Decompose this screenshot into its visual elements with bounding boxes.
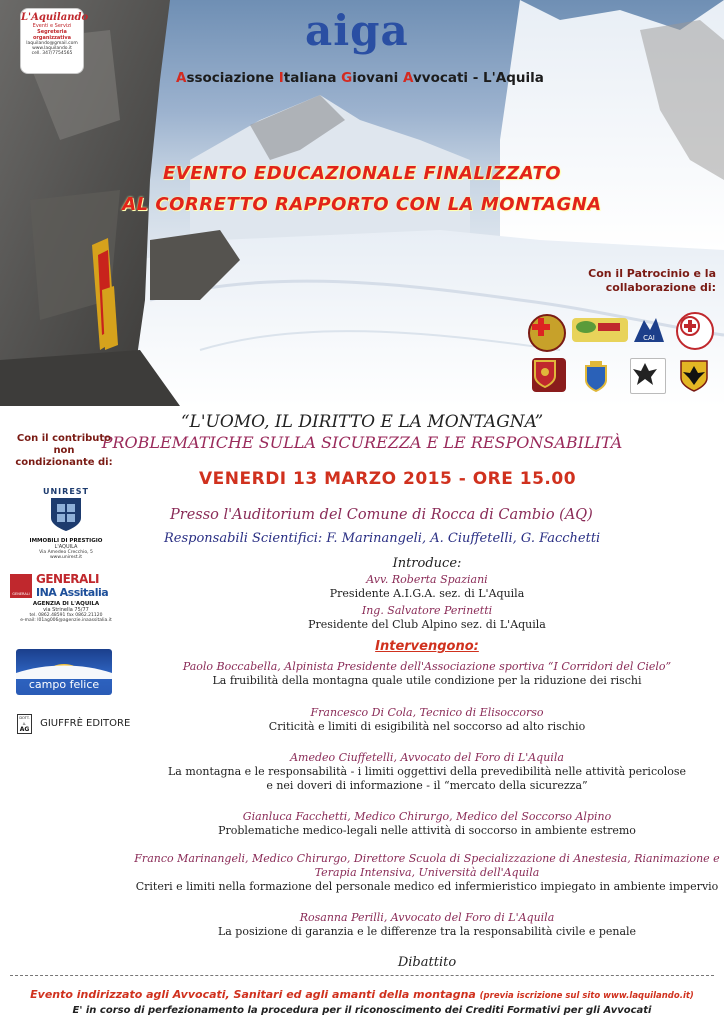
laquilando-logo: [20, 8, 89, 74]
initial: G: [341, 70, 353, 86]
event-title-line1: EVENTO EDUCAZIONALE FINALIZZATO: [162, 163, 562, 184]
speaker-item: [130, 911, 724, 939]
svg-text:CAI: CAI: [643, 334, 655, 342]
scientific-managers: Responsabili Scientifici: F. Marinangeli, A. Ciuffetelli, G. Facchetti: [164, 531, 601, 546]
generali-lion-icon: [10, 574, 32, 598]
generali-name: GENERALI: [36, 572, 99, 586]
police-crest-icon: [532, 358, 566, 392]
introducer-1: [130, 573, 724, 601]
event-subtitle-2: PROBLEMATICHE SULLA SICUREZZA E LE RESPONSABILITÀ: [101, 433, 623, 452]
divider: [10, 975, 714, 976]
footer-audience-text: Evento indirizzato agli Avvocati, Sanitari ed agli amanti della montagna: [30, 988, 476, 1001]
introducer-name: Avv. Roberta Spaziani: [366, 573, 488, 586]
speaker-item: [130, 852, 724, 894]
speaker-talk: e nei doveri di informazione - il “mercato della sicurezza”: [266, 779, 588, 792]
footer-audience: [0, 988, 724, 1001]
generali-tel: tel. 0862.48591 fax 0862.21120: [29, 613, 103, 618]
speaker-item: [130, 810, 724, 838]
unirest-sub: L'AQUILA: [54, 544, 78, 550]
introduce-heading: Introduce:: [392, 556, 462, 571]
assoc-part: ssociazione: [186, 70, 279, 86]
introducer-2: [130, 604, 724, 632]
event-subtitle: “L'UOMO, IL DIRITTO E LA MONTAGNA”: [180, 412, 544, 432]
unirest-name: UNIREST: [42, 487, 89, 496]
soccorso-emblem-icon: [676, 312, 714, 350]
dibattito-label: Dibattito: [397, 955, 457, 970]
giuffre-badge-bottom: AG: [19, 725, 30, 733]
speakers-heading: Intervengono:: [375, 639, 479, 654]
initial: I: [278, 70, 284, 86]
unirest-shield-icon: [49, 496, 83, 532]
event-venue: Presso l'Auditorium del Comune di Rocca di Cambio (AQ): [170, 507, 593, 523]
speaker-item: [130, 751, 724, 793]
speaker-name: Francesco Di Cola, Tecnico di Elisoccorso: [310, 706, 544, 719]
contributors-label: [8, 433, 120, 469]
eagle-crest-icon: [630, 358, 666, 394]
footer-credits: E' in corso di perfezionamento la procedura per il riconoscimento dei Crediti Formativi per gli Avvocati: [72, 1005, 652, 1016]
initial: A: [403, 70, 413, 86]
assoc-part: vvocati - L'Aquila: [412, 70, 544, 86]
introducer-role: Presidente del Club Alpino sez. di L'Aquila: [308, 618, 546, 631]
event-date: VENERDI 13 MARZO 2015 - ORE 15.00: [199, 469, 577, 489]
logo-line: cell. 347/7754565: [31, 51, 73, 56]
footer-registration-note: (previa iscrizione sul sito www.laquilando.it): [479, 991, 694, 1001]
speaker-name: Franco Marinangeli, Medico Chirurgo, Direttore Scuola di Specializzazione di Anestesia, Rianimazione e: [134, 852, 720, 865]
introducer-role: Presidente A.I.G.A. sez. di L'Aquila: [329, 587, 525, 600]
patrocinio-logos: [528, 312, 718, 398]
event-title-line2: AL CORRETTO RAPPORTO CON LA MONTAGNA: [122, 194, 602, 215]
comune-crest-icon: [582, 360, 616, 394]
patrocinio-label: [566, 267, 716, 295]
initial: A: [176, 70, 187, 86]
aquila-crest-icon: [678, 358, 712, 392]
introducer-name: Ing. Salvatore Perinetti: [361, 604, 493, 617]
patrocinio-line: Con il Patrocinio e la: [588, 267, 716, 280]
generali-agency: AGENZIA DI L'AQUILA: [32, 601, 100, 607]
logo-brand: L'Aquilando: [21, 12, 89, 23]
cai-logo-icon: [632, 312, 666, 348]
speaker-name: Gianluca Facchetti, Medico Chirurgo, Medico del Soccorso Alpino: [242, 810, 612, 823]
unirest-sub: IMMOBILI DI PRESTIGIO: [29, 538, 103, 544]
speaker-name: Terapia Intensiva, Università dell'Aquila: [314, 866, 540, 879]
giuffre-badge-icon: [17, 714, 32, 734]
assoc-part: taliana: [283, 70, 342, 86]
speaker-name: Amedeo Ciuffetelli, Avvocato del Foro di L'Aquila: [290, 751, 564, 764]
logo-line: laquilando@gmail.com: [26, 41, 78, 46]
red-cross-emblem-icon: [528, 314, 566, 352]
hero-photo: [0, 0, 724, 406]
speaker-talk: La fruibilità della montagna quale utile condizione per la riduzione dei rischi: [212, 674, 642, 687]
campo-felice-name: campo felice: [28, 678, 100, 691]
speaker-talk: Criteri e limiti nella formazione del personale medico ed infermieristico impiegato in ambiente impervio: [135, 880, 719, 893]
unirest-sub: Via Amedeo Crecchio, 5: [39, 550, 93, 555]
speaker-talk: La posizione di garanzia e le differenze tra la responsabilità civile e penale: [217, 925, 637, 938]
speaker-talk: La montagna e le responsabilità - i limiti oggettivi della prevedibilità nelle attività pericolose: [167, 765, 687, 778]
contrib-line: Con il contributo non: [16, 433, 112, 456]
contrib-line: condizionante di:: [15, 457, 113, 468]
speaker-talk: Problematiche medico-legali nelle attività di soccorso in ambiente estremo: [218, 824, 636, 837]
generali-ina: INA Assitalia: [36, 586, 109, 599]
speaker-item: [130, 706, 724, 734]
association-name: [176, 70, 544, 86]
giuffre-badge-top: DOTT. A.: [19, 715, 30, 726]
aiga-logo: aiga: [305, 6, 409, 55]
generali-logo: [10, 572, 122, 623]
speaker-talk: Criticità e limiti di esigibilità nel soccorso ad alto rischio: [268, 720, 586, 733]
giuffre-name: GIUFFRÈ EDITORE: [40, 718, 131, 729]
giuffre-logo: [17, 713, 130, 734]
assoc-part: iovani: [352, 70, 404, 86]
unirest-sub: www.unirest.it: [49, 555, 83, 560]
unirest-logo: [12, 487, 120, 560]
generali-mail: e-mail: l01ag006@agenzie.inaassitalia.it: [20, 618, 112, 623]
generali-badge: GENERALI: [12, 592, 30, 596]
logo-line: Segreteria organizzativa: [32, 29, 72, 41]
logo-line: www.laquilando.it: [32, 46, 72, 51]
patrocinio-line: collaborazione di:: [605, 281, 716, 294]
campo-felice-logo: [16, 649, 112, 695]
generali-addr: via Strinella 75/77: [43, 607, 89, 613]
speaker-item: [130, 660, 724, 688]
speaker-name: Rosanna Perilli, Avvocato del Foro di L'Aquila: [299, 911, 555, 924]
speaker-name: Paolo Boccabella, Alpinista Presidente dell'Associazione sportiva “I Corridori del Cielo”: [182, 660, 672, 673]
sponsor-banner-icon: [572, 318, 628, 342]
logo-line: Eventi e Servizi: [32, 23, 72, 29]
